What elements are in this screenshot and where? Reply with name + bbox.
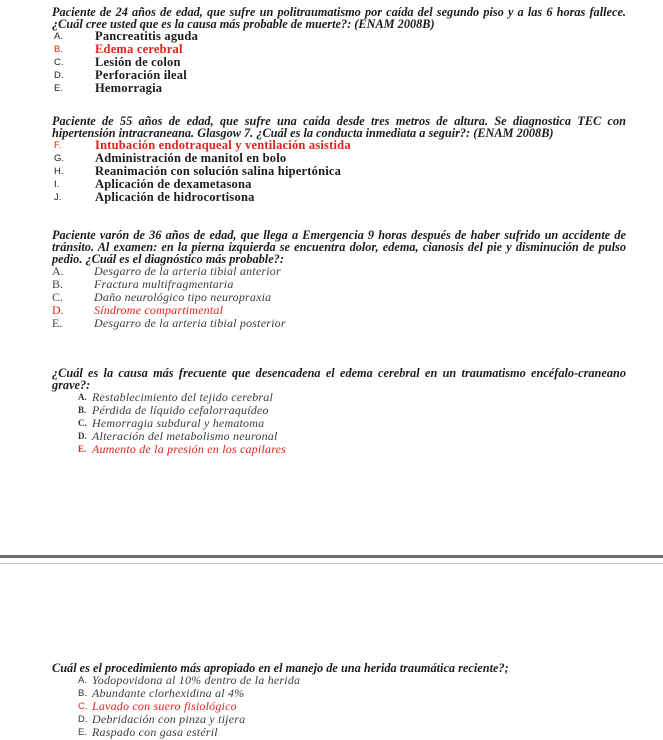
option-letter: E. [78,444,87,454]
option-letter: F. [54,140,62,151]
option-letter: C. [78,701,88,712]
option-text: Desgarro de la arteria tibial anterior [94,264,281,278]
option-letter: A. [52,264,64,278]
option-text: Perforación ileal [95,68,187,82]
option-letter: B. [54,44,63,55]
option-list [52,30,626,95]
option-letter: D. [54,70,64,81]
option-text: Aumento de la presión en los capilares [92,442,287,456]
option-text: Administración de manitol en bolo [95,151,287,165]
option-letter: B. [78,405,87,415]
option-letter: B. [52,277,64,291]
option-text: Fractura multifragmentaria [94,277,234,291]
option-letter: B. [78,688,87,699]
option-letter: A. [78,392,87,402]
question-block-3 [52,229,626,330]
question-block-5 [52,662,626,739]
option-text: Edema cerebral [95,42,183,56]
question-block-1 [52,6,626,95]
option-text: Lavado con suero fisiológico [92,699,237,713]
option-list [52,265,626,330]
question-stem: Paciente varón de 36 años de edad, que llega a Emergencia 9 horas después de haber sufrido un accidente de tránsito. Al examen: en la pierna izquierda se encuentra dolor, edema, cianosis del pie y disminución de pulso pedio. ¿Cuál es el diagnóstico más probable?: [52,228,626,266]
question-stem: Cuál es el procedimiento más apropiado en el manejo de una herida traumática reciente?; [52,661,509,675]
page-separator [0,555,663,558]
option-letter: C. [54,57,64,68]
question-block-2 [52,115,626,204]
option-letter: C. [78,418,87,428]
option-letter: C. [52,290,64,304]
option-text: Reanimación con solución salina hipertónica [95,164,342,178]
option-text: Abundante clorhexidina al 4% [92,686,245,700]
option-item [52,191,626,204]
option-text: Daño neurológico tipo neuropraxia [94,290,272,304]
option-item [52,82,626,95]
option-list [78,391,626,456]
option-text: Alteración del metabolismo neuronal [92,429,278,443]
option-text: Yodopovidona al 10% dentro de la herida [92,673,301,687]
option-text: Lesión de colon [95,55,181,69]
option-text: Raspado con gasa estéril [92,725,218,739]
option-text: Desgarro de la arteria tibial posterior [94,316,286,330]
option-text: Restablecimiento del tejido cerebral [92,390,274,404]
option-letter: A. [54,31,63,42]
question-stem: Paciente de 24 años de edad, que sufre un politraumatismo por caída del segundo piso y a las 6 horas fallece. ¿Cuál cree usted que es la causa más probable de muerte?: (ENAM 2008B) [52,5,626,31]
option-letter: D. [78,431,87,441]
option-text: Hemorragia subdural y hematoma [92,416,265,430]
option-text: Intubación endotraqueal y ventilación asistida [95,138,351,152]
option-item [52,317,626,330]
option-letter: A. [78,675,87,686]
option-text: Hemorragia [95,81,163,95]
option-letter: J. [54,192,62,203]
option-text: Pancreatitis aguda [95,29,199,43]
option-letter: I. [54,179,60,190]
option-letter: D. [52,303,64,317]
option-letter: H. [54,166,64,177]
document-page-2 [0,568,663,740]
option-letter: E. [78,727,87,738]
option-text: Síndrome compartimental [94,303,224,317]
option-letter: E. [54,83,63,94]
option-list [52,139,626,204]
option-item [78,726,626,739]
option-text: Debridación con pinza y tijera [92,712,246,726]
option-text: Aplicación de dexametasona [95,177,252,191]
option-letter: D. [78,714,88,725]
option-text: Pérdida de líquido cefalorraquídeo [92,403,269,417]
question-stem: ¿Cuál es la causa más frecuente que desencadena el edema cerebral en un traumatismo encéfalo-craneano grave?: [52,366,626,392]
option-text: Aplicación de hidrocortisona [95,190,255,204]
option-letter: G. [54,153,65,164]
question-block-4 [52,367,626,456]
option-item-correct [78,443,626,456]
page-separator-shadow [0,563,663,564]
option-letter: E. [52,316,63,330]
question-stem: Paciente de 55 años de edad, que sufre una caída desde tres metros de altura. Se diagnostica TEC con hipertensión intracraneana. Glasgow 7. ¿Cuál es la conducta inmediata a seguir?: (ENAM 2008B) [52,114,626,140]
option-list [78,674,626,739]
